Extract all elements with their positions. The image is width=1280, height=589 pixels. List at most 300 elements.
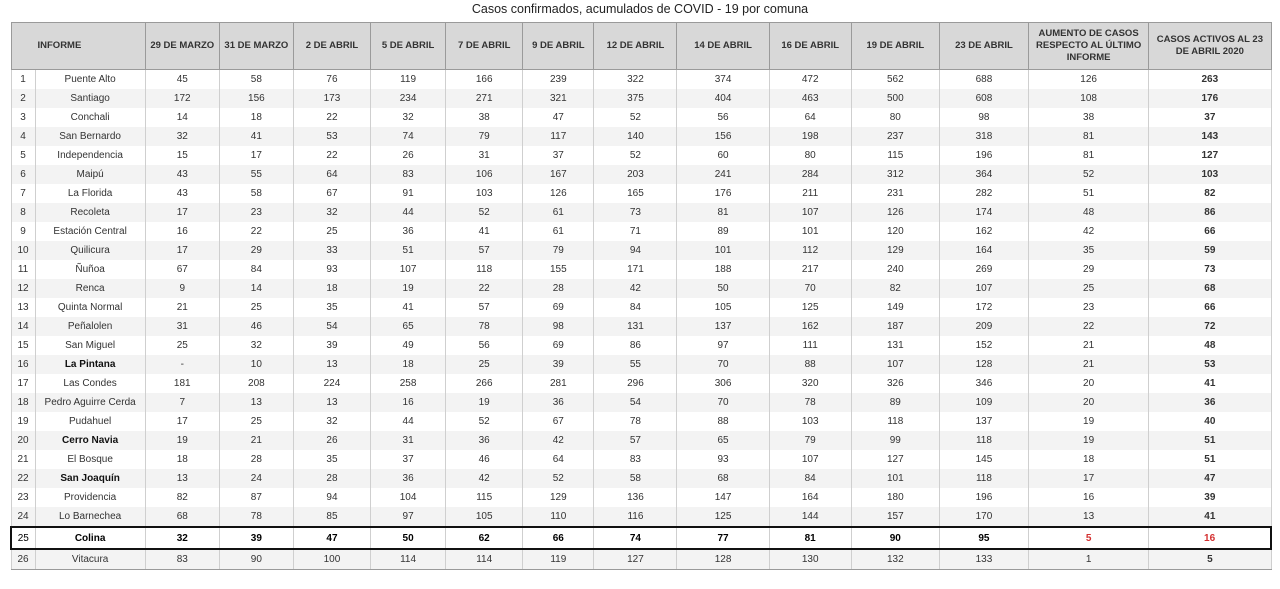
- case-count-cell: 35: [293, 450, 370, 469]
- header-2-abril: 2 DE ABRIL: [293, 23, 370, 70]
- active-cases-cell: 73: [1149, 260, 1271, 279]
- case-count-cell: 58: [219, 184, 293, 203]
- case-count-cell: 166: [446, 70, 523, 90]
- increase-cell: 5: [1029, 527, 1149, 549]
- case-count-cell: 115: [851, 146, 939, 165]
- case-count-cell: 46: [219, 317, 293, 336]
- case-count-cell: 51: [371, 241, 446, 260]
- case-count-cell: 188: [677, 260, 769, 279]
- row-number: 15: [11, 336, 35, 355]
- case-count-cell: 115: [446, 488, 523, 507]
- case-count-cell: 101: [851, 469, 939, 488]
- case-count-cell: 80: [769, 146, 851, 165]
- case-count-cell: 52: [446, 412, 523, 431]
- case-count-cell: 164: [769, 488, 851, 507]
- case-count-cell: 119: [371, 70, 446, 90]
- increase-cell: 19: [1029, 431, 1149, 450]
- header-9-abril: 9 DE ABRIL: [523, 23, 594, 70]
- case-count-cell: 137: [939, 412, 1028, 431]
- header-23-abril: 23 DE ABRIL: [939, 23, 1028, 70]
- case-count-cell: 472: [769, 70, 851, 90]
- case-count-cell: 145: [939, 450, 1028, 469]
- case-count-cell: -: [145, 355, 219, 374]
- case-count-cell: 52: [523, 469, 594, 488]
- case-count-cell: 296: [594, 374, 677, 393]
- active-cases-cell: 5: [1149, 549, 1271, 570]
- case-count-cell: 44: [371, 412, 446, 431]
- case-count-cell: 53: [293, 127, 370, 146]
- case-count-cell: 17: [145, 203, 219, 222]
- case-count-cell: 22: [293, 108, 370, 127]
- row-number: 7: [11, 184, 35, 203]
- case-count-cell: 608: [939, 89, 1028, 108]
- row-number: 13: [11, 298, 35, 317]
- row-number: 19: [11, 412, 35, 431]
- case-count-cell: 18: [219, 108, 293, 127]
- table-row: [11, 488, 1271, 507]
- case-count-cell: 234: [371, 89, 446, 108]
- case-count-cell: 103: [446, 184, 523, 203]
- comuna-name: Estación Central: [35, 222, 145, 241]
- active-cases-cell: 51: [1149, 450, 1271, 469]
- header-informe: INFORME: [11, 23, 145, 70]
- case-count-cell: 90: [851, 527, 939, 549]
- case-count-cell: 162: [769, 317, 851, 336]
- table-row: [11, 527, 1271, 549]
- case-count-cell: 318: [939, 127, 1028, 146]
- case-count-cell: 116: [594, 507, 677, 527]
- comuna-name: Renca: [35, 279, 145, 298]
- case-count-cell: 47: [293, 527, 370, 549]
- comuna-name: La Pintana: [35, 355, 145, 374]
- case-count-cell: 118: [446, 260, 523, 279]
- increase-cell: 81: [1029, 146, 1149, 165]
- row-number: 14: [11, 317, 35, 336]
- table-row: [11, 393, 1271, 412]
- case-count-cell: 89: [677, 222, 769, 241]
- case-count-cell: 32: [145, 127, 219, 146]
- case-count-cell: 18: [293, 279, 370, 298]
- case-count-cell: 326: [851, 374, 939, 393]
- case-count-cell: 78: [446, 317, 523, 336]
- row-number: 9: [11, 222, 35, 241]
- case-count-cell: 71: [594, 222, 677, 241]
- table-title: Casos confirmados, acumulados de COVID - 19 por comuna: [471, 2, 809, 16]
- case-count-cell: 107: [769, 450, 851, 469]
- row-number: 25: [11, 527, 35, 549]
- case-count-cell: 118: [939, 431, 1028, 450]
- case-count-cell: 25: [145, 336, 219, 355]
- case-count-cell: 32: [293, 203, 370, 222]
- case-count-cell: 172: [145, 89, 219, 108]
- case-count-cell: 106: [446, 165, 523, 184]
- case-count-cell: 61: [523, 203, 594, 222]
- row-number: 8: [11, 203, 35, 222]
- case-count-cell: 500: [851, 89, 939, 108]
- table-row: [11, 260, 1271, 279]
- case-count-cell: 25: [219, 412, 293, 431]
- case-count-cell: 69: [523, 298, 594, 317]
- case-count-cell: 107: [769, 203, 851, 222]
- case-count-cell: 70: [769, 279, 851, 298]
- header-29-marzo: 29 DE MARZO: [145, 23, 219, 70]
- comuna-name: Lo Barnechea: [35, 507, 145, 527]
- case-count-cell: 321: [523, 89, 594, 108]
- case-count-cell: 36: [371, 222, 446, 241]
- case-count-cell: 22: [293, 146, 370, 165]
- case-count-cell: 79: [523, 241, 594, 260]
- case-count-cell: 322: [594, 70, 677, 90]
- case-count-cell: 88: [769, 355, 851, 374]
- case-count-cell: 80: [851, 108, 939, 127]
- case-count-cell: 306: [677, 374, 769, 393]
- case-count-cell: 15: [145, 146, 219, 165]
- active-cases-cell: 51: [1149, 431, 1271, 450]
- table-row: [11, 241, 1271, 260]
- case-count-cell: 41: [219, 127, 293, 146]
- case-count-cell: 98: [523, 317, 594, 336]
- case-count-cell: 49: [371, 336, 446, 355]
- case-count-cell: 196: [939, 488, 1028, 507]
- case-count-cell: 375: [594, 89, 677, 108]
- case-count-cell: 54: [293, 317, 370, 336]
- active-cases-cell: 47: [1149, 469, 1271, 488]
- case-count-cell: 37: [371, 450, 446, 469]
- case-count-cell: 26: [371, 146, 446, 165]
- case-count-cell: 107: [851, 355, 939, 374]
- case-count-cell: 126: [523, 184, 594, 203]
- table-body: [11, 70, 1271, 570]
- case-count-cell: 50: [371, 527, 446, 549]
- table-row: [11, 165, 1271, 184]
- case-count-cell: 9: [145, 279, 219, 298]
- case-count-cell: 170: [939, 507, 1028, 527]
- case-count-cell: 364: [939, 165, 1028, 184]
- table-row: [11, 279, 1271, 298]
- active-cases-cell: 82: [1149, 184, 1271, 203]
- case-count-cell: 70: [677, 393, 769, 412]
- case-count-cell: 131: [594, 317, 677, 336]
- case-count-cell: 32: [145, 527, 219, 549]
- case-count-cell: 271: [446, 89, 523, 108]
- case-count-cell: 147: [677, 488, 769, 507]
- case-count-cell: 217: [769, 260, 851, 279]
- case-count-cell: 14: [219, 279, 293, 298]
- case-count-cell: 173: [293, 89, 370, 108]
- case-count-cell: 21: [145, 298, 219, 317]
- case-count-cell: 18: [371, 355, 446, 374]
- case-count-cell: 562: [851, 70, 939, 90]
- comuna-name: Maipú: [35, 165, 145, 184]
- case-count-cell: 68: [677, 469, 769, 488]
- case-count-cell: 43: [145, 184, 219, 203]
- case-count-cell: 42: [446, 469, 523, 488]
- case-count-cell: 129: [851, 241, 939, 260]
- active-cases-cell: 59: [1149, 241, 1271, 260]
- case-count-cell: 98: [939, 108, 1028, 127]
- case-count-cell: 39: [523, 355, 594, 374]
- increase-cell: 23: [1029, 298, 1149, 317]
- row-number: 24: [11, 507, 35, 527]
- case-count-cell: 57: [594, 431, 677, 450]
- increase-cell: 42: [1029, 222, 1149, 241]
- case-count-cell: 94: [293, 488, 370, 507]
- case-count-cell: 130: [769, 549, 851, 570]
- table-row: [11, 89, 1271, 108]
- case-count-cell: 16: [145, 222, 219, 241]
- comuna-name: El Bosque: [35, 450, 145, 469]
- case-count-cell: 125: [769, 298, 851, 317]
- header-5-abril: 5 DE ABRIL: [371, 23, 446, 70]
- case-count-cell: 57: [446, 298, 523, 317]
- table-row: [11, 431, 1271, 450]
- case-count-cell: 171: [594, 260, 677, 279]
- case-count-cell: 50: [677, 279, 769, 298]
- comuna-name: San Bernardo: [35, 127, 145, 146]
- table-row: [11, 549, 1271, 570]
- case-count-cell: 198: [769, 127, 851, 146]
- case-count-cell: 67: [293, 184, 370, 203]
- comuna-name: La Florida: [35, 184, 145, 203]
- case-count-cell: 95: [939, 527, 1028, 549]
- case-count-cell: 14: [145, 108, 219, 127]
- comuna-name: Conchali: [35, 108, 145, 127]
- case-count-cell: 77: [677, 527, 769, 549]
- case-count-cell: 67: [145, 260, 219, 279]
- comuna-name: Quinta Normal: [35, 298, 145, 317]
- comuna-name: Puente Alto: [35, 70, 145, 90]
- comuna-name: Peñalolen: [35, 317, 145, 336]
- case-count-cell: 21: [219, 431, 293, 450]
- table-row: [11, 203, 1271, 222]
- row-number: 16: [11, 355, 35, 374]
- case-count-cell: 240: [851, 260, 939, 279]
- table-row: [11, 108, 1271, 127]
- case-count-cell: 136: [594, 488, 677, 507]
- table-row: [11, 127, 1271, 146]
- case-count-cell: 81: [677, 203, 769, 222]
- case-count-cell: 32: [219, 336, 293, 355]
- increase-cell: 20: [1029, 393, 1149, 412]
- case-count-cell: 83: [371, 165, 446, 184]
- case-count-cell: 78: [769, 393, 851, 412]
- comuna-name: Ñuñoa: [35, 260, 145, 279]
- case-count-cell: 85: [293, 507, 370, 527]
- comuna-name: San Joaquín: [35, 469, 145, 488]
- case-count-cell: 31: [145, 317, 219, 336]
- case-count-cell: 224: [293, 374, 370, 393]
- case-count-cell: 19: [145, 431, 219, 450]
- case-count-cell: 157: [851, 507, 939, 527]
- case-count-cell: 282: [939, 184, 1028, 203]
- case-count-cell: 93: [677, 450, 769, 469]
- table-row: [11, 298, 1271, 317]
- table-row: [11, 70, 1271, 90]
- case-count-cell: 107: [371, 260, 446, 279]
- increase-cell: 25: [1029, 279, 1149, 298]
- case-count-cell: 66: [523, 527, 594, 549]
- case-count-cell: 17: [145, 412, 219, 431]
- case-count-cell: 55: [219, 165, 293, 184]
- case-count-cell: 79: [769, 431, 851, 450]
- case-count-cell: 209: [939, 317, 1028, 336]
- case-count-cell: 84: [219, 260, 293, 279]
- case-count-cell: 140: [594, 127, 677, 146]
- row-number: 6: [11, 165, 35, 184]
- case-count-cell: 28: [293, 469, 370, 488]
- case-count-cell: 46: [446, 450, 523, 469]
- case-count-cell: 56: [446, 336, 523, 355]
- row-number: 17: [11, 374, 35, 393]
- case-count-cell: 19: [446, 393, 523, 412]
- row-number: 5: [11, 146, 35, 165]
- case-count-cell: 137: [677, 317, 769, 336]
- increase-cell: 17: [1029, 469, 1149, 488]
- case-count-cell: 83: [594, 450, 677, 469]
- table-row: [11, 469, 1271, 488]
- case-count-cell: 44: [371, 203, 446, 222]
- case-count-cell: 100: [293, 549, 370, 570]
- active-cases-cell: 36: [1149, 393, 1271, 412]
- active-cases-cell: 53: [1149, 355, 1271, 374]
- case-count-cell: 43: [145, 165, 219, 184]
- row-number: 11: [11, 260, 35, 279]
- case-count-cell: 65: [371, 317, 446, 336]
- case-count-cell: 52: [594, 108, 677, 127]
- active-cases-cell: 176: [1149, 89, 1271, 108]
- comuna-name: Recoleta: [35, 203, 145, 222]
- table-row: [11, 355, 1271, 374]
- case-count-cell: 36: [371, 469, 446, 488]
- case-count-cell: 38: [446, 108, 523, 127]
- case-count-cell: 187: [851, 317, 939, 336]
- case-count-cell: 114: [371, 549, 446, 570]
- comuna-name: Vitacura: [35, 549, 145, 570]
- case-count-cell: 128: [939, 355, 1028, 374]
- case-count-cell: 29: [219, 241, 293, 260]
- case-count-cell: 82: [145, 488, 219, 507]
- case-count-cell: 118: [939, 469, 1028, 488]
- active-cases-cell: 37: [1149, 108, 1271, 127]
- case-count-cell: 25: [446, 355, 523, 374]
- comuna-name: Santiago: [35, 89, 145, 108]
- case-count-cell: 131: [851, 336, 939, 355]
- increase-cell: 21: [1029, 336, 1149, 355]
- active-cases-cell: 127: [1149, 146, 1271, 165]
- case-count-cell: 83: [145, 549, 219, 570]
- case-count-cell: 688: [939, 70, 1028, 90]
- table-row: [11, 374, 1271, 393]
- case-count-cell: 33: [293, 241, 370, 260]
- case-count-cell: 52: [594, 146, 677, 165]
- increase-cell: 38: [1029, 108, 1149, 127]
- active-cases-cell: 48: [1149, 336, 1271, 355]
- active-cases-cell: 72: [1149, 317, 1271, 336]
- increase-cell: 126: [1029, 70, 1149, 90]
- case-count-cell: 41: [446, 222, 523, 241]
- case-count-cell: 41: [371, 298, 446, 317]
- case-count-cell: 239: [523, 70, 594, 90]
- case-count-cell: 181: [145, 374, 219, 393]
- active-cases-cell: 41: [1149, 507, 1271, 527]
- case-count-cell: 152: [939, 336, 1028, 355]
- case-count-cell: 109: [939, 393, 1028, 412]
- active-cases-cell: 143: [1149, 127, 1271, 146]
- active-cases-cell: 66: [1149, 222, 1271, 241]
- case-count-cell: 28: [523, 279, 594, 298]
- case-count-cell: 69: [523, 336, 594, 355]
- case-count-cell: 64: [523, 450, 594, 469]
- case-count-cell: 68: [145, 507, 219, 527]
- case-count-cell: 155: [523, 260, 594, 279]
- case-count-cell: 39: [293, 336, 370, 355]
- case-count-cell: 126: [851, 203, 939, 222]
- case-count-cell: 312: [851, 165, 939, 184]
- case-count-cell: 55: [594, 355, 677, 374]
- row-number: 3: [11, 108, 35, 127]
- case-count-cell: 107: [939, 279, 1028, 298]
- case-count-cell: 101: [769, 222, 851, 241]
- case-count-cell: 129: [523, 488, 594, 507]
- case-count-cell: 65: [677, 431, 769, 450]
- case-count-cell: 62: [446, 527, 523, 549]
- active-cases-cell: 16: [1149, 527, 1271, 549]
- row-number: 10: [11, 241, 35, 260]
- case-count-cell: 164: [939, 241, 1028, 260]
- case-count-cell: 172: [939, 298, 1028, 317]
- increase-cell: 35: [1029, 241, 1149, 260]
- active-cases-cell: 86: [1149, 203, 1271, 222]
- active-cases-cell: 103: [1149, 165, 1271, 184]
- comuna-name: Providencia: [35, 488, 145, 507]
- case-count-cell: 258: [371, 374, 446, 393]
- case-count-cell: 18: [145, 450, 219, 469]
- header-aumento: AUMENTO DE CASOS RESPECTO AL ÚLTIMO INFORME: [1029, 23, 1149, 70]
- case-count-cell: 47: [523, 108, 594, 127]
- case-count-cell: 114: [446, 549, 523, 570]
- case-count-cell: 58: [594, 469, 677, 488]
- case-count-cell: 118: [851, 412, 939, 431]
- increase-cell: 18: [1029, 450, 1149, 469]
- case-count-cell: 17: [145, 241, 219, 260]
- case-count-cell: 88: [677, 412, 769, 431]
- case-count-cell: 211: [769, 184, 851, 203]
- case-count-cell: 120: [851, 222, 939, 241]
- case-count-cell: 284: [769, 165, 851, 184]
- header-14-abril: 14 DE ABRIL: [677, 23, 769, 70]
- case-count-cell: 103: [769, 412, 851, 431]
- case-count-cell: 132: [851, 549, 939, 570]
- case-count-cell: 127: [851, 450, 939, 469]
- case-count-cell: 119: [523, 549, 594, 570]
- case-count-cell: 56: [677, 108, 769, 127]
- comuna-name: San Miguel: [35, 336, 145, 355]
- header-16-abril: 16 DE ABRIL: [769, 23, 851, 70]
- case-count-cell: 93: [293, 260, 370, 279]
- case-count-cell: 346: [939, 374, 1028, 393]
- comuna-name: Las Condes: [35, 374, 145, 393]
- case-count-cell: 84: [769, 469, 851, 488]
- case-count-cell: 156: [219, 89, 293, 108]
- case-count-cell: 162: [939, 222, 1028, 241]
- increase-cell: 51: [1029, 184, 1149, 203]
- case-count-cell: 84: [594, 298, 677, 317]
- case-count-cell: 208: [219, 374, 293, 393]
- case-count-cell: 90: [219, 549, 293, 570]
- case-count-cell: 36: [446, 431, 523, 450]
- case-count-cell: 64: [769, 108, 851, 127]
- case-count-cell: 67: [523, 412, 594, 431]
